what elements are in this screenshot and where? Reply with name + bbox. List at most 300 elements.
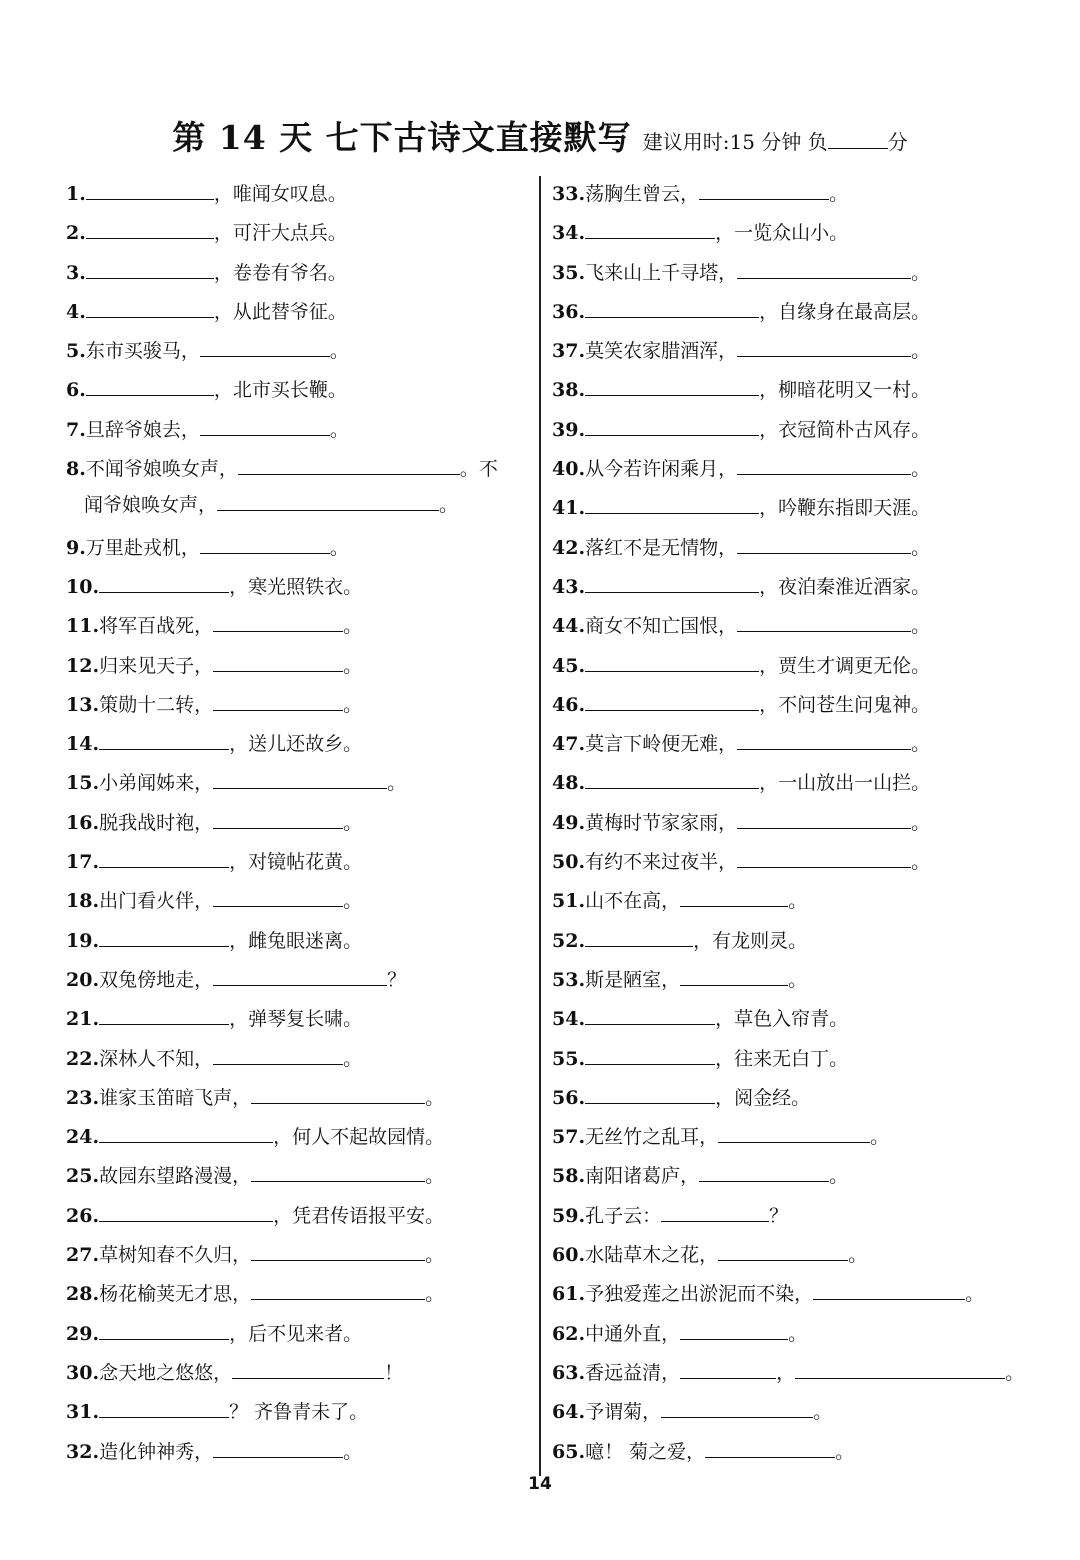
- question-item: [552, 1041, 1022, 1080]
- question-item: [66, 883, 526, 922]
- question-text-after: ，雌兔眼迷离。: [229, 929, 363, 952]
- answer-blank[interactable]: [213, 1435, 343, 1458]
- question-text-after: 。: [788, 890, 808, 913]
- question-text-before: 念天地之悠悠，: [99, 1361, 233, 1384]
- question-text-after: ，一山放出一山拦。: [759, 772, 931, 795]
- question-text-before: 杨花榆荚无才思，: [99, 1283, 252, 1306]
- question-text-before: 不闻爷娘唤女声，: [85, 458, 238, 481]
- answer-blank[interactable]: [585, 570, 759, 593]
- question-text-before: 从今若许闲乘月，: [585, 458, 738, 481]
- question-text-after: 。: [329, 418, 349, 441]
- question-text-after: ，弹琴复长啸。: [229, 1008, 363, 1031]
- answer-blank[interactable]: [680, 963, 788, 986]
- answer-blank[interactable]: [99, 845, 229, 868]
- answer-blank[interactable]: [680, 1356, 776, 1379]
- question-text-after: ，自缘身在最高层。: [759, 300, 931, 323]
- answer-blank[interactable]: [585, 1042, 715, 1065]
- page-number: 14: [528, 1474, 552, 1494]
- question-number: 57.: [552, 1126, 586, 1149]
- question-number: 20.: [66, 968, 100, 991]
- question-item: [66, 1355, 526, 1394]
- question-number: 62.: [552, 1322, 586, 1345]
- question-text-before: 策勋十二转，: [99, 693, 214, 716]
- answer-blank[interactable]: [99, 1317, 229, 1340]
- question-text-after: 。: [911, 851, 931, 874]
- question-number: 14.: [66, 733, 100, 756]
- question-item: [66, 569, 526, 608]
- question-item: [66, 1080, 526, 1119]
- answer-blank[interactable]: [213, 688, 343, 711]
- question-text-before: 深林人不知，: [99, 1047, 214, 1070]
- question-number: 48.: [552, 772, 586, 795]
- question-item: [552, 490, 1022, 529]
- question-text-before: 孔子云：: [585, 1204, 662, 1227]
- question-item: [66, 648, 526, 687]
- question-text-after: 。: [343, 1440, 363, 1463]
- answer-blank[interactable]: [86, 373, 214, 396]
- question-item: [66, 255, 526, 294]
- question-item: [552, 1198, 1022, 1237]
- question-text-before: 脱我战时袍，: [99, 811, 214, 834]
- question-text-after: 。: [911, 458, 931, 481]
- question-text-after: ，凭君传语报平安。: [273, 1204, 445, 1227]
- question-item: [552, 333, 1022, 372]
- question-item: [66, 1041, 526, 1080]
- question-number: 9.: [66, 536, 86, 559]
- question-number: 54.: [552, 1008, 586, 1031]
- question-text-after: 。: [788, 968, 808, 991]
- question-item: [66, 1198, 526, 1237]
- question-item: [66, 1158, 526, 1197]
- question-number: 6.: [66, 379, 86, 402]
- answer-blank[interactable]: [251, 1081, 425, 1104]
- question-number: 33.: [552, 183, 586, 205]
- answer-blank[interactable]: [737, 609, 911, 632]
- question-text-after: 。: [911, 261, 931, 284]
- answer-blank[interactable]: [661, 1395, 813, 1418]
- answer-blank[interactable]: [213, 806, 343, 829]
- question-number: 56.: [552, 1086, 586, 1109]
- question-item: [552, 1394, 1022, 1433]
- question-item: [552, 1434, 1022, 1473]
- left-column: [66, 176, 526, 1473]
- question-text-after: ，贾生才调更无伦。: [759, 654, 931, 677]
- question-item: [552, 648, 1022, 687]
- question-item: [66, 294, 526, 333]
- question-item: [552, 255, 1022, 294]
- question-text-after: ，不问苍生问鬼神。: [759, 693, 931, 716]
- question-number: 5.: [66, 340, 86, 363]
- answer-blank[interactable]: [661, 1199, 769, 1222]
- answer-blank[interactable]: [200, 413, 330, 436]
- question-text-after: 。: [835, 1440, 855, 1463]
- question-item: [552, 1276, 1022, 1315]
- answer-blank[interactable]: [232, 1356, 384, 1379]
- question-number: 60.: [552, 1244, 586, 1267]
- question-number: 40.: [552, 458, 586, 481]
- answer-blank[interactable]: [737, 256, 911, 279]
- question-number: 52.: [552, 929, 586, 952]
- answer-blank[interactable]: [99, 1199, 273, 1222]
- answer-blank[interactable]: [585, 688, 759, 711]
- question-text-after: ，有龙则灵。: [693, 929, 808, 952]
- question-text-after: 。: [387, 772, 407, 795]
- question-item: [552, 451, 1022, 490]
- question-number: 3.: [66, 261, 86, 284]
- question-number: 49.: [552, 811, 586, 834]
- question-item: [552, 765, 1022, 804]
- answer-blank[interactable]: [585, 1002, 715, 1025]
- question-text-before: 予谓菊，: [585, 1401, 662, 1424]
- question-item: [66, 412, 526, 451]
- question-text-before: 黄梅时节家家雨，: [585, 811, 738, 834]
- question-number: 22.: [66, 1047, 100, 1070]
- question-number: 63.: [552, 1361, 586, 1384]
- question-number: 38.: [552, 379, 586, 402]
- question-text-after: 。: [829, 183, 849, 205]
- answer-blank[interactable]: [737, 806, 911, 829]
- question-number: 18.: [66, 890, 100, 913]
- question-text-after: 。: [911, 340, 931, 363]
- question-text-after: 。: [439, 494, 459, 517]
- question-number: 21.: [66, 1008, 100, 1031]
- column-divider: [539, 176, 541, 1476]
- question-text-before: 噫！ 菊之爱，: [585, 1440, 706, 1463]
- question-text-after: 。: [1005, 1361, 1025, 1384]
- question-text-after: 。: [911, 811, 931, 834]
- answer-blank[interactable]: [86, 295, 214, 318]
- question-number: 32.: [66, 1440, 100, 1463]
- question-number: 46.: [552, 693, 586, 716]
- question-item: [66, 687, 526, 726]
- question-text-after: 。: [848, 1244, 868, 1267]
- question-text-before: 归来见天子，: [99, 654, 214, 677]
- question-item: [552, 608, 1022, 647]
- question-number: 61.: [552, 1283, 586, 1306]
- question-number: 23.: [66, 1086, 100, 1109]
- question-text-after: ，送儿还故乡。: [229, 733, 363, 756]
- question-text-before: 山不在高，: [585, 890, 681, 913]
- question-item: [552, 372, 1022, 411]
- question-item: [552, 215, 1022, 254]
- question-text-after: 。: [343, 811, 363, 834]
- answer-blank[interactable]: [680, 884, 788, 907]
- question-item: [552, 883, 1022, 922]
- question-text-before: 荡胸生曾云，: [585, 183, 700, 205]
- question-text-before: 商女不知亡国恨，: [585, 615, 738, 638]
- question-number: 36.: [552, 300, 586, 323]
- question-number: 50.: [552, 851, 586, 874]
- answer-blank[interactable]: [99, 1120, 273, 1143]
- question-item: [552, 844, 1022, 883]
- answer-blank[interactable]: [585, 413, 759, 436]
- question-text-before: 东市买骏马，: [85, 340, 200, 363]
- question-number: 2.: [66, 222, 86, 245]
- question-number: 10.: [66, 575, 100, 598]
- question-text-before: 香远益清，: [585, 1361, 681, 1384]
- answer-blank[interactable]: [213, 766, 387, 789]
- answer-blank[interactable]: [86, 256, 214, 279]
- answer-blank[interactable]: [699, 1159, 829, 1182]
- question-number: 28.: [66, 1283, 100, 1306]
- question-number: 16.: [66, 811, 100, 834]
- question-number: 19.: [66, 929, 100, 952]
- answer-blank[interactable]: [737, 334, 911, 357]
- answer-blank[interactable]: [680, 1317, 788, 1340]
- question-number: 1.: [66, 183, 86, 205]
- question-item: [66, 726, 526, 765]
- answer-blank[interactable]: [705, 1435, 835, 1458]
- question-item: [66, 333, 526, 372]
- question-number: 59.: [552, 1204, 586, 1227]
- question-number: 29.: [66, 1322, 100, 1345]
- answer-blank[interactable]: [213, 1042, 343, 1065]
- answer-blank[interactable]: [813, 1277, 965, 1300]
- question-text-before: 故园东望路漫漫，: [99, 1165, 252, 1188]
- score-blank[interactable]: [828, 128, 888, 149]
- answer-blank[interactable]: [585, 216, 715, 239]
- question-text-after: ，阅金经。: [715, 1086, 811, 1109]
- answer-blank[interactable]: [251, 1159, 425, 1182]
- answer-blank[interactable]: [718, 1238, 848, 1261]
- answer-blank[interactable]: [213, 884, 343, 907]
- answer-blank[interactable]: [99, 727, 229, 750]
- question-text-after: 。: [911, 615, 931, 638]
- time-info: [643, 130, 908, 154]
- answer-blank[interactable]: [200, 334, 330, 357]
- answer-blank[interactable]: [737, 845, 911, 868]
- answer-blank[interactable]: [251, 1238, 425, 1261]
- question-item: [66, 1394, 526, 1433]
- question-item: [66, 1316, 526, 1355]
- answer-blank[interactable]: [737, 531, 911, 554]
- question-text-after: 。: [870, 1126, 890, 1149]
- question-text-before: 飞来山上千寻塔，: [585, 261, 738, 284]
- question-item: [552, 294, 1022, 333]
- question-item: [552, 1001, 1022, 1040]
- question-text-after: ，唯闻女叹息。: [213, 183, 347, 205]
- question-number: 51.: [552, 890, 586, 913]
- question-text-after: ！: [384, 1361, 404, 1384]
- answer-blank[interactable]: [200, 531, 330, 554]
- question-text-after: ，可汗大点兵。: [213, 222, 347, 245]
- question-item: [552, 1080, 1022, 1119]
- answer-blank[interactable]: [585, 491, 759, 514]
- question-item: [552, 1316, 1022, 1355]
- question-text-after: ，何人不起故园情。: [273, 1126, 445, 1149]
- question-item: [66, 1434, 526, 1473]
- question-item: [66, 923, 526, 962]
- question-item: [552, 726, 1022, 765]
- question-number: 39.: [552, 418, 586, 441]
- question-text-after: 。: [911, 536, 931, 559]
- question-continuation: [66, 487, 526, 523]
- question-number: 55.: [552, 1047, 586, 1070]
- answer-blank[interactable]: [585, 295, 759, 318]
- question-number: 26.: [66, 1204, 100, 1227]
- question-text-after: ，后不见来者。: [229, 1322, 363, 1345]
- question-number: 47.: [552, 733, 586, 756]
- question-number: 13.: [66, 693, 100, 716]
- question-text-before: 南阳诸葛庐，: [585, 1165, 700, 1188]
- right-column: [552, 176, 1025, 1473]
- question-text-before: 予独爱莲之出淤泥而不染，: [585, 1283, 814, 1306]
- question-item: [66, 530, 526, 569]
- answer-blank[interactable]: [99, 570, 229, 593]
- answer-blank[interactable]: [213, 609, 343, 632]
- question-item: [66, 1119, 526, 1158]
- answer-blank[interactable]: [251, 1277, 425, 1300]
- question-text-after: 。: [343, 890, 363, 913]
- question-text-after: ，草色入帘青。: [715, 1008, 849, 1031]
- answer-blank[interactable]: [795, 1356, 1005, 1379]
- question-text-before: 旦辞爷娘去，: [85, 418, 200, 441]
- question-text-after: ，吟鞭东指即天涯。: [759, 497, 931, 520]
- question-number: 8.: [66, 458, 86, 481]
- page-header: [0, 112, 1080, 159]
- question-item: [552, 1158, 1022, 1197]
- question-number: 7.: [66, 418, 86, 441]
- question-text-after: ，: [776, 1361, 796, 1384]
- answer-blank[interactable]: [737, 452, 911, 475]
- question-text-after: 。: [343, 1047, 363, 1070]
- question-number: 53.: [552, 968, 586, 991]
- question-item: [552, 176, 1022, 215]
- answer-blank[interactable]: [718, 1120, 870, 1143]
- answer-blank[interactable]: [585, 649, 759, 672]
- question-number: 11.: [66, 615, 100, 638]
- question-number: 44.: [552, 615, 586, 638]
- question-number: 12.: [66, 654, 100, 677]
- answer-blank[interactable]: [699, 177, 829, 200]
- question-text-after: 。不: [459, 458, 498, 481]
- answer-blank[interactable]: [86, 177, 214, 200]
- question-text-after: 。: [329, 340, 349, 363]
- question-item: [66, 1276, 526, 1315]
- question-text-after: 。: [965, 1283, 985, 1306]
- question-number: 4.: [66, 300, 86, 323]
- question-item: [66, 844, 526, 883]
- question-number: 37.: [552, 340, 586, 363]
- question-item: [552, 962, 1022, 1001]
- question-number: 25.: [66, 1165, 100, 1188]
- time-label: 建议用时:15 分钟 负: [642, 130, 828, 154]
- question-item: [66, 805, 526, 844]
- question-text-after: 。: [425, 1165, 445, 1188]
- answer-blank[interactable]: [585, 766, 759, 789]
- question-item: [552, 1237, 1022, 1276]
- answer-blank[interactable]: [585, 924, 693, 947]
- question-item: [66, 215, 526, 254]
- question-text-after: 。: [911, 733, 931, 756]
- answer-blank[interactable]: [99, 1002, 229, 1025]
- question-text-before: 小弟闻姊来，: [99, 772, 214, 795]
- question-item: [552, 530, 1022, 569]
- question-text-after: 。: [425, 1244, 445, 1267]
- question-number: 17.: [66, 851, 100, 874]
- question-item: [552, 1355, 1025, 1394]
- question-text-after: ，寒光照铁衣。: [229, 575, 363, 598]
- question-item: [552, 687, 1022, 726]
- question-text-after: ，北市买长鞭。: [213, 379, 347, 402]
- question-item: [552, 1119, 1022, 1158]
- question-text-before: 水陆草木之花，: [585, 1244, 719, 1267]
- answer-blank[interactable]: [737, 727, 911, 750]
- question-number: 65.: [552, 1440, 586, 1463]
- question-text-after: ，衣冠简朴古风存。: [759, 418, 931, 441]
- question-item: [66, 176, 526, 215]
- answer-blank[interactable]: [86, 216, 214, 239]
- page-title: 第 14 天 七下古诗文直接默写: [172, 118, 632, 157]
- question-text-before: 出门看火伴，: [99, 890, 214, 913]
- question-text-after: ，一览众山小。: [715, 222, 849, 245]
- question-text-after: ？ 齐鲁青未了。: [229, 1401, 369, 1424]
- question-text-before: 谁家玉笛暗飞声，: [99, 1086, 252, 1109]
- question-item: [66, 372, 526, 411]
- question-item: [66, 962, 526, 1001]
- question-item: [66, 1001, 526, 1040]
- answer-blank[interactable]: [99, 1395, 229, 1418]
- answer-blank[interactable]: [217, 488, 439, 511]
- score-suffix: 分: [887, 130, 908, 154]
- question-number: 15.: [66, 772, 100, 795]
- question-item: [66, 451, 526, 530]
- question-text-before: 将军百战死，: [99, 615, 214, 638]
- question-text-before: 莫笑农家腊酒浑，: [585, 340, 738, 363]
- question-text-after: ，卷卷有爷名。: [213, 261, 347, 284]
- answer-blank[interactable]: [213, 963, 387, 986]
- question-item: [66, 1237, 526, 1276]
- question-text-before: 莫言下岭便无难，: [585, 733, 738, 756]
- question-text-after: ，夜泊秦淮近酒家。: [759, 575, 931, 598]
- question-text-before: 双兔傍地走，: [99, 968, 214, 991]
- question-number: 30.: [66, 1361, 100, 1384]
- question-number: 27.: [66, 1244, 100, 1267]
- question-number: 45.: [552, 654, 586, 677]
- answer-blank[interactable]: [213, 649, 343, 672]
- question-text-before: 斯是陋室，: [585, 968, 681, 991]
- question-text-after: ，往来无白丁。: [715, 1047, 849, 1070]
- question-number: 43.: [552, 575, 586, 598]
- question-text-before: 造化钟神秀，: [99, 1440, 214, 1463]
- question-number: 41.: [552, 497, 586, 520]
- question-text-before: 有约不来过夜半，: [585, 851, 738, 874]
- question-text-before: 草树知春不久归，: [99, 1244, 252, 1267]
- answer-blank[interactable]: [238, 452, 460, 475]
- answer-blank[interactable]: [585, 373, 759, 396]
- question-number: 64.: [552, 1401, 586, 1424]
- question-number: 31.: [66, 1401, 100, 1424]
- question-text-before: 无丝竹之乱耳，: [585, 1126, 719, 1149]
- answer-blank[interactable]: [585, 1081, 715, 1104]
- question-text-after: 。: [329, 536, 349, 559]
- question-number: 58.: [552, 1165, 586, 1188]
- answer-blank[interactable]: [99, 924, 229, 947]
- question-text-before: 闻爷娘唤女声，: [84, 494, 218, 517]
- question-text-before: 落红不是无情物，: [585, 536, 738, 559]
- question-number: 42.: [552, 536, 586, 559]
- question-item: [66, 608, 526, 647]
- question-item: [552, 412, 1022, 451]
- question-number: 35.: [552, 261, 586, 284]
- question-text-after: 。: [343, 654, 363, 677]
- question-number: 34.: [552, 222, 586, 245]
- question-text-after: 。: [788, 1322, 808, 1345]
- question-text-after: ？: [387, 968, 407, 991]
- question-text-after: ，柳暗花明又一村。: [759, 379, 931, 402]
- question-text-after: 。: [425, 1086, 445, 1109]
- question-text-after: ，从此替爷征。: [213, 300, 347, 323]
